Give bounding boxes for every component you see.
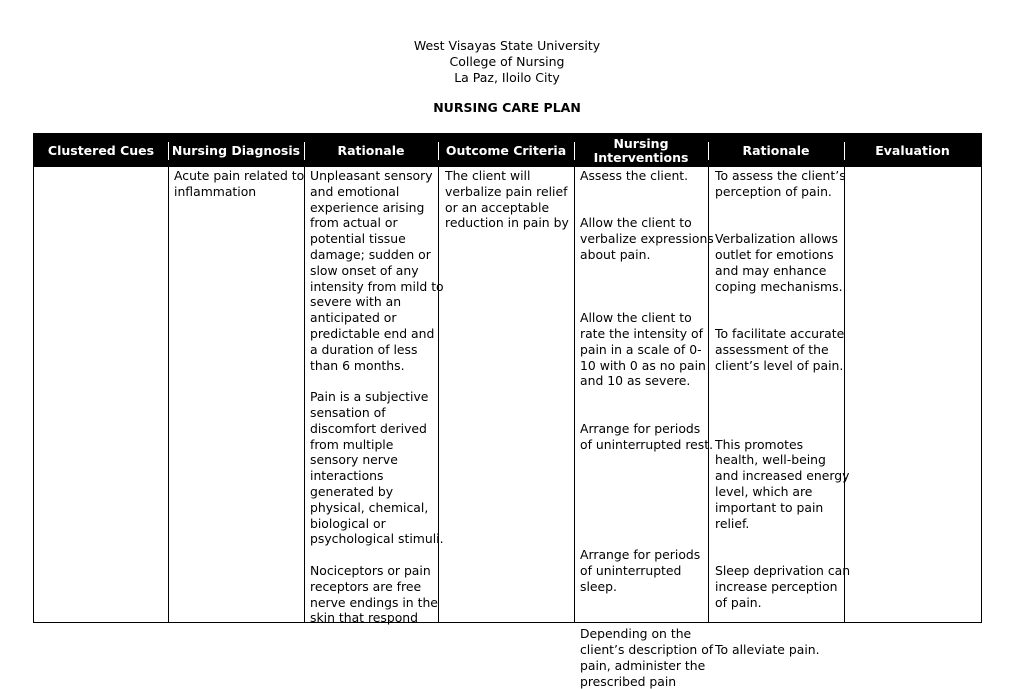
col-header-nursing-diagnosis: Nursing Diagnosis [171,142,301,158]
header-divider [708,142,709,160]
cell-nursing-interventions: Assess the client. Allow the client to verbalize expressions about pain. Allow the client to rate the intensity of pain in a scale of 0- 10 with 0 as no pain and 10 as severe. Arrange for periods of uninterrupted rest. Arrange for periods of uninterrupted sleep. Depending on the client’s description of pain, administer the prescribed pain [580,168,714,689]
cell-rationale: Unpleasant sensory and emotional experience arising from actual or potential tissue damage; sudden or slow onset of any intensity from mild to severe with an anticipated or predictable end and a duration of less than 6 months. Pain is a subjective sensation of discomfort derived from multiple sensory nerve interactions generated by physical, chemical, biological or psychological stimuli. Nociceptors or pain receptors are free nerve endings in the skin that respond [310,168,444,626]
header-divider [168,142,169,160]
col-header-evaluation: Evaluation [875,142,950,158]
col-header-clustered-cues: Clustered Cues [47,142,155,158]
column-divider [168,167,169,623]
header-divider [304,142,305,160]
col-header-rationale: Rationale [337,142,405,158]
cell-outcome-criteria: The client will verbalize pain relief or an acceptable reduction in pain by [445,168,569,231]
column-divider [304,167,305,623]
cell-rationale-2: To assess the client’s perception of pain. Verbalization allows outlet for emotions and may enhance coping mechanisms. To facilitate accurate assessment of the client’s level of pain. This promotes health, well-being and increased energy level, which are important to pain relief. Sleep deprivation can increase perception of pain. To alleviate pain. [715,168,851,657]
header-divider [574,142,575,160]
table-header-row [34,134,981,167]
document-title: NURSING CARE PLAN [433,100,581,115]
care-plan-table [33,133,982,689]
col-header-rationale-2: Rationale [742,142,810,158]
cell-nursing-diagnosis: Acute pain related to inflammation [174,168,305,199]
document-header [0,38,1014,86]
col-header-outcome-criteria: Outcome Criteria [445,142,567,158]
college-address: La Paz, Iloilo City [454,70,560,85]
col-header-nursing-interventions: Nursing Interventions [593,135,689,165]
header-divider [438,142,439,160]
column-divider [574,167,575,623]
university-name: West Visayas State University [413,38,601,53]
college-name: College of Nursing [449,54,565,69]
header-divider [844,142,845,160]
